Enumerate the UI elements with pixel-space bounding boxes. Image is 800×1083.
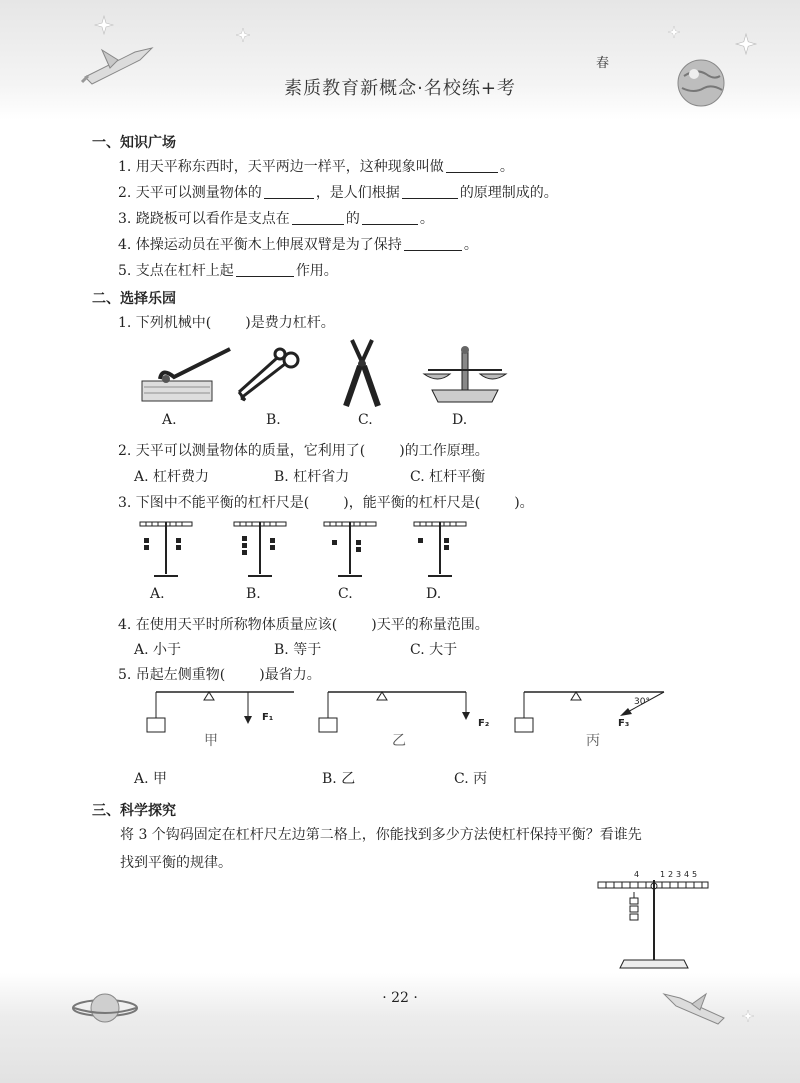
force-label: F₁ [262,712,274,723]
lever-ruler-b [230,518,290,580]
ruler-label: 3 [676,870,682,879]
option-label: D. [452,412,468,428]
balance-scale-figure [420,344,510,406]
lever-ruler-a [136,518,196,580]
tongs-figure [235,348,305,406]
season-label: 春 [596,56,610,71]
option: B. 乙 [322,771,356,787]
question-2-4: 4. 在使用天平时所称物体质量应该( )天平的称量范围。 [118,617,489,633]
force-label: F₃ [618,718,630,729]
option: C. 丙 [454,771,488,787]
ruler-label: 1 [660,870,666,879]
crowbar-figure [140,345,235,405]
option-label: C. [358,412,373,428]
page-number: · 22 · [382,990,418,1006]
task-text-line-2: 找到平衡的规律。 [120,855,232,871]
option-label: A. [150,586,165,602]
ruler-label: 4 [634,870,640,879]
ruler-label: 5 [692,870,698,879]
page-title: 素质教育新概念·名校练+考 [284,78,516,99]
pliers-figure [338,336,386,408]
option-label: C. [338,586,353,602]
sparkle-icon [668,26,680,38]
section-title: 二、选择乐园 [92,291,176,307]
space-shuttle-icon [660,982,730,1032]
option: B. 等于 [274,642,322,658]
option-label: B. [246,586,261,602]
option: B. 杠杆省力 [274,469,350,485]
sparkle-icon [742,1010,754,1022]
option: C. 大于 [410,642,458,658]
option: A. 小于 [134,642,182,658]
question-2-1: 1. 下列机械中( )是费力杠杆。 [118,315,335,331]
sparkle-icon [236,28,250,42]
figure-caption: 甲 [204,733,218,749]
lever-ruler-c [320,518,380,580]
option: A. 甲 [134,771,168,787]
task-text-line-1: 将 3 个钩码固定在杠杆尺左边第二格上，你能找到多少方法使杠杆保持平衡？看谁先 [120,827,642,843]
question-2-5: 5. 吊起左侧重物( )最省力。 [118,667,321,683]
option-label: B. [266,412,281,428]
section-title: 一、知识广场 [92,135,176,151]
force-label: F₂ [478,718,490,729]
question-1-3: 3. 跷跷板可以看作是支点在 的 。 [118,211,434,227]
option: A. 杠杆费力 [134,469,210,485]
figure-caption: 乙 [392,733,406,749]
ruler-label: 2 [668,870,674,879]
lever-ruler-stand-figure [596,868,712,972]
question-1-1: 1. 用天平称东西时，天平两边一样平，这种现象叫做 。 [118,159,514,175]
option-label: D. [426,586,442,602]
ruler-label: 4 [684,870,690,879]
lever-ruler-d [410,518,470,580]
option-label: A. [162,412,177,428]
sparkle-icon [95,16,113,34]
question-2-3: 3. 下图中不能平衡的杠杆尺是( )，能平衡的杠杆尺是( )。 [118,495,534,511]
section-title: 三、科学探究 [92,803,176,819]
question-1-5: 5. 支点在杠杆上起 作用。 [118,263,338,279]
angle-label: 30° [634,697,650,707]
question-2-2: 2. 天平可以测量物体的质量，它利用了( )的工作原理。 [118,443,489,459]
figure-caption: 丙 [586,733,600,749]
question-1-4: 4. 体操运动员在平衡木上伸展双臂是为了保持 。 [118,237,478,253]
planet-ring-icon [70,988,140,1028]
option: C. 杠杆平衡 [410,469,486,485]
sparkle-icon [736,34,756,54]
question-1-2: 2. 天平可以测量物体的 ，是人们根据 的原理制成的。 [118,185,558,201]
